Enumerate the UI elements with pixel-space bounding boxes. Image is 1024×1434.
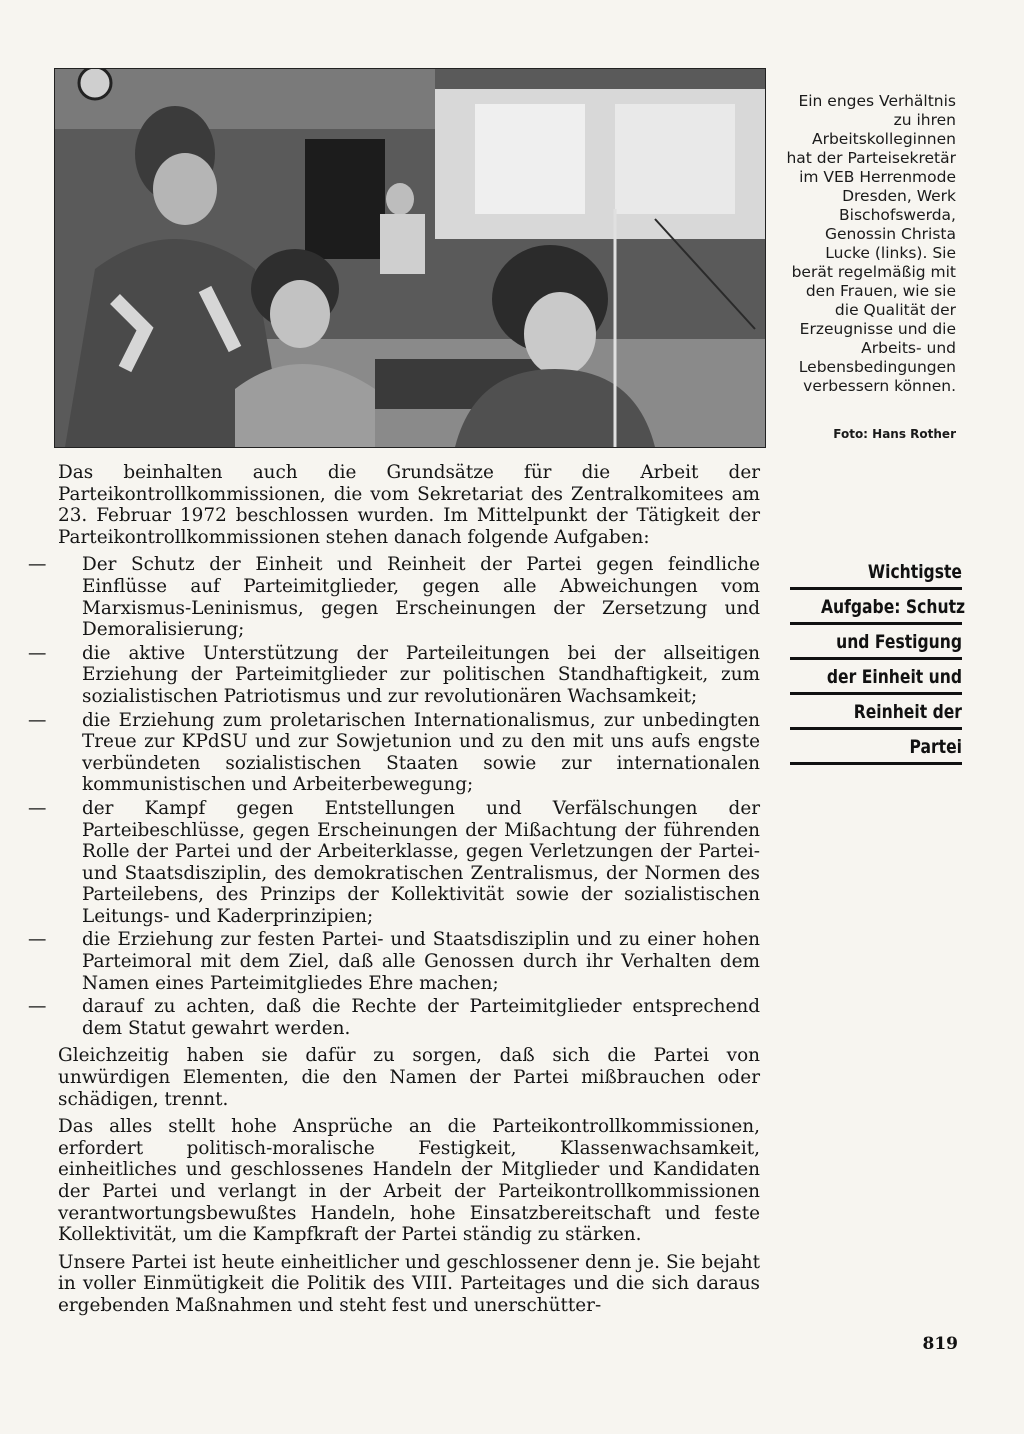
sidebar-rule [790, 692, 962, 695]
paragraph-demands: Das alles stellt hohe Ansprüche an die Parteikontrollkommissionen, erfordert politisch-moralische Festigkeit, Klassenwachsamkeit, einheitliches und geschlossenes Handeln der Mitglieder und Kandidaten der Partei und verlangt in der Arbeit der Parteikontrollkommissionen verantwortungsbewußtes Handeln, hohe Einsatzbereitschaft und feste Kollektivität, um die Kampfkraft der Partei ständig zu stärken. [58, 1116, 760, 1246]
list-item [28, 996, 760, 1039]
sidebar-line: Aufgabe: Schutz [820, 596, 966, 618]
task-text: die aktive Unterstützung der Parteileitungen bei der allseitigen Erziehung der Parteimitglieder zur politischen Standhaftigkeit, zum sozialistischen Patriotismus und zur revolutionären Wachsamkeit; [82, 642, 760, 707]
sidebar-rule [790, 762, 962, 765]
dash-bullet: — [28, 709, 47, 731]
intro-paragraph: Das beinhalten auch die Grundsätze für die Arbeit der Parteikontrollkommissionen, die vom Sekretariat des Zentralkomitees am 23. Februar 1972 beschlossen wurden. Im Mittelpunkt der Tätigkeit der Parteikontrollkommissionen stehen danach folgende Aufgaben: [58, 462, 760, 548]
task-text: der Kampf gegen Entstellungen und Verfälschungen der Parteibeschlüsse, gegen Erscheinungen der Mißachtung der führenden Rolle der Partei und der Arbeiterklasse, gegen Verletzungen der Partei- und Staatsdisziplin, des demokratischen Zentralismus, der Normen des Parteilebens, des Prinzips der Kollektivität sowie der sozialistischen Leitungs- und Kaderprinzipien; [82, 797, 760, 927]
dash-bullet: — [28, 642, 47, 664]
sidebar-line: Reinheit der [853, 701, 962, 723]
photo-caption: Ein enges Verhältnis zu ihren Arbeitskolleginnen hat der Parteisekretär im VEB Herrenmode Dresden, Werk Bischofswerda, Genossin Christa Lucke (links). Sie berät regelmäßig mit den Frauen, wie sie die Qualität der Erzeugnisse und die Arbeits- und Lebensbedingungen verbessern können. [786, 92, 956, 395]
sidebar-rule [790, 587, 962, 590]
photo-credit: Foto: Hans Rother [833, 427, 956, 441]
sidebar-line: und Festigung [836, 631, 962, 653]
page-number: 819 [922, 1334, 958, 1354]
task-text: Der Schutz der Einheit und Reinheit der Partei gegen feindliche Einflüsse auf Parteimitglieder, gegen alle Abweichungen vom Marxismus-Leninismus, gegen Erscheinungen der Zersetzung und Demoralisierung; [82, 554, 760, 641]
sidebar-rule [790, 622, 962, 625]
task-text: die Erziehung zum proletarischen Internationalismus, zur unbedingten Treue zur KPdSU und zur Sowjetunion und zu den mit uns aufs engste verbündeten sozialistischen Staaten sowie zur internationalen kommunistischen und Arbeiterbewegung; [82, 709, 760, 796]
list-item [28, 642, 760, 708]
list-item [28, 554, 760, 641]
task-list [28, 554, 760, 1039]
sidebar-line: Wichtigste [867, 561, 962, 583]
sidebar-line: Partei [909, 736, 962, 758]
dash-bullet: — [28, 554, 47, 576]
task-text: die Erziehung zur festen Partei- und Staatsdisziplin und zu einer hohen Parteimoral mit dem Ziel, daß alle Genossen durch ihr Verhalten dem Namen eines Parteimitgliedes Ehre machen; [82, 929, 760, 994]
sidebar-line: der Einheit und [826, 666, 962, 688]
list-item [28, 709, 760, 796]
paragraph-separation: Gleichzeitig haben sie dafür zu sorgen, daß sich die Partei von unwürdigen Elementen, die den Namen der Partei mißbrauchen oder schädigen, trennt. [58, 1045, 760, 1110]
dash-bullet: — [28, 929, 47, 951]
sidebar-rule [790, 727, 962, 730]
sidebar-rule [790, 657, 962, 660]
main-text-column [28, 462, 760, 1323]
dash-bullet: — [28, 797, 47, 819]
list-item [28, 797, 760, 928]
photo-office-women-icon [55, 69, 765, 447]
article-photo [54, 68, 766, 448]
dash-bullet: — [28, 996, 47, 1018]
task-text: darauf zu achten, daß die Rechte der Parteimitglieder entsprechend dem Statut gewahrt werden. [82, 996, 760, 1039]
list-item [28, 929, 760, 994]
paragraph-unity: Unsere Partei ist heute einheitlicher und geschlossener denn je. Sie bejaht in voller Einmütigkeit die Politik des VIII. Parteitages und die sich daraus ergebenden Maßnahmen und steht fest und unerschütter- [58, 1251, 760, 1316]
sidebar-heading [790, 561, 966, 771]
